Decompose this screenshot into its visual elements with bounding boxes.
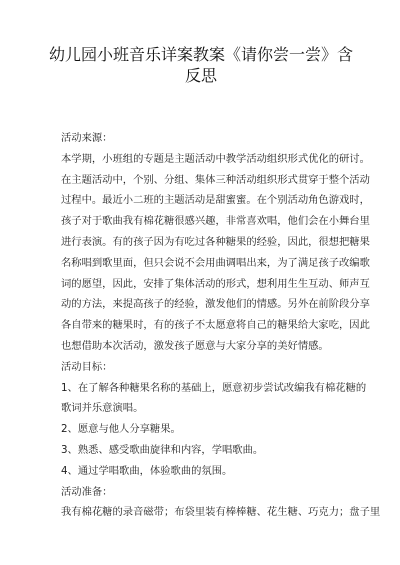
goal-item: 3、熟悉、感受歌曲旋律和内容，学唱歌曲。 <box>61 443 264 456</box>
section-heading-goals: 活动目标： <box>61 360 113 373</box>
paragraph-line: 动的方法，来提高孩子的经验，激发他们的情感。另外在前阶段分享 <box>61 298 370 311</box>
document-title <box>40 42 362 84</box>
paragraph-line: 也想借助本次活动，激发孩子愿意与大家分享的美好情感。 <box>61 339 329 352</box>
goal-item: 2、愿意与他人分享糖果。 <box>61 423 181 436</box>
paragraph-line: 我有棉花糖的录音磁带；布袋里装有棒棒糖、花生糖、巧克力；盘子里 <box>61 506 381 519</box>
paragraph-line: 过程中。最近小二班的主题活动是甜蜜蜜。在个别活动角色游戏时， <box>61 194 370 207</box>
section-heading-preparation: 活动准备： <box>61 485 113 498</box>
title-line-2: 反思 <box>184 65 217 85</box>
paragraph-line: 词的愿望，因此，安排了集体活动的形式，想利用生生互动、师声互 <box>61 277 370 290</box>
paragraph-line: 各自带来的糖果时，有的孩子不太愿意将自己的糖果给大家吃，因此 <box>61 319 370 332</box>
goal-item-continued: 歌词并乐意演唱。 <box>61 402 144 415</box>
document-body <box>61 128 381 523</box>
paragraph-line: 名称唱到歌里面，但只会说不会用曲调唱出来，为了满足孩子改编歌 <box>61 256 370 269</box>
paragraph-line: 进行表演。有的孩子因为有吃过各种糖果的经验，因此，很想把糖果 <box>61 235 370 248</box>
paragraph-line: 在主题活动中，个别、分组、集体三种活动组织形式贯穿于整个活动 <box>61 173 370 186</box>
paragraph-line: 孩子对于歌曲我有棉花糖很感兴趣，非常喜欢唱，他们会在小舞台里 <box>61 215 370 228</box>
title-line-1: 幼儿园小班音乐详案教案《请你尝一尝》含 <box>48 45 353 64</box>
goal-item: 4、通过学唱歌曲，体验歌曲的氛围。 <box>61 464 233 477</box>
section-heading-source: 活动来源： <box>61 132 113 144</box>
goal-item: 1、在了解各种糖果名称的基础上，愿意初步尝试改编我有棉花糖的 <box>61 381 367 394</box>
paragraph-line: 本学期，小班组的专题是主题活动中教学活动组织形式优化的研讨。 <box>61 152 370 165</box>
